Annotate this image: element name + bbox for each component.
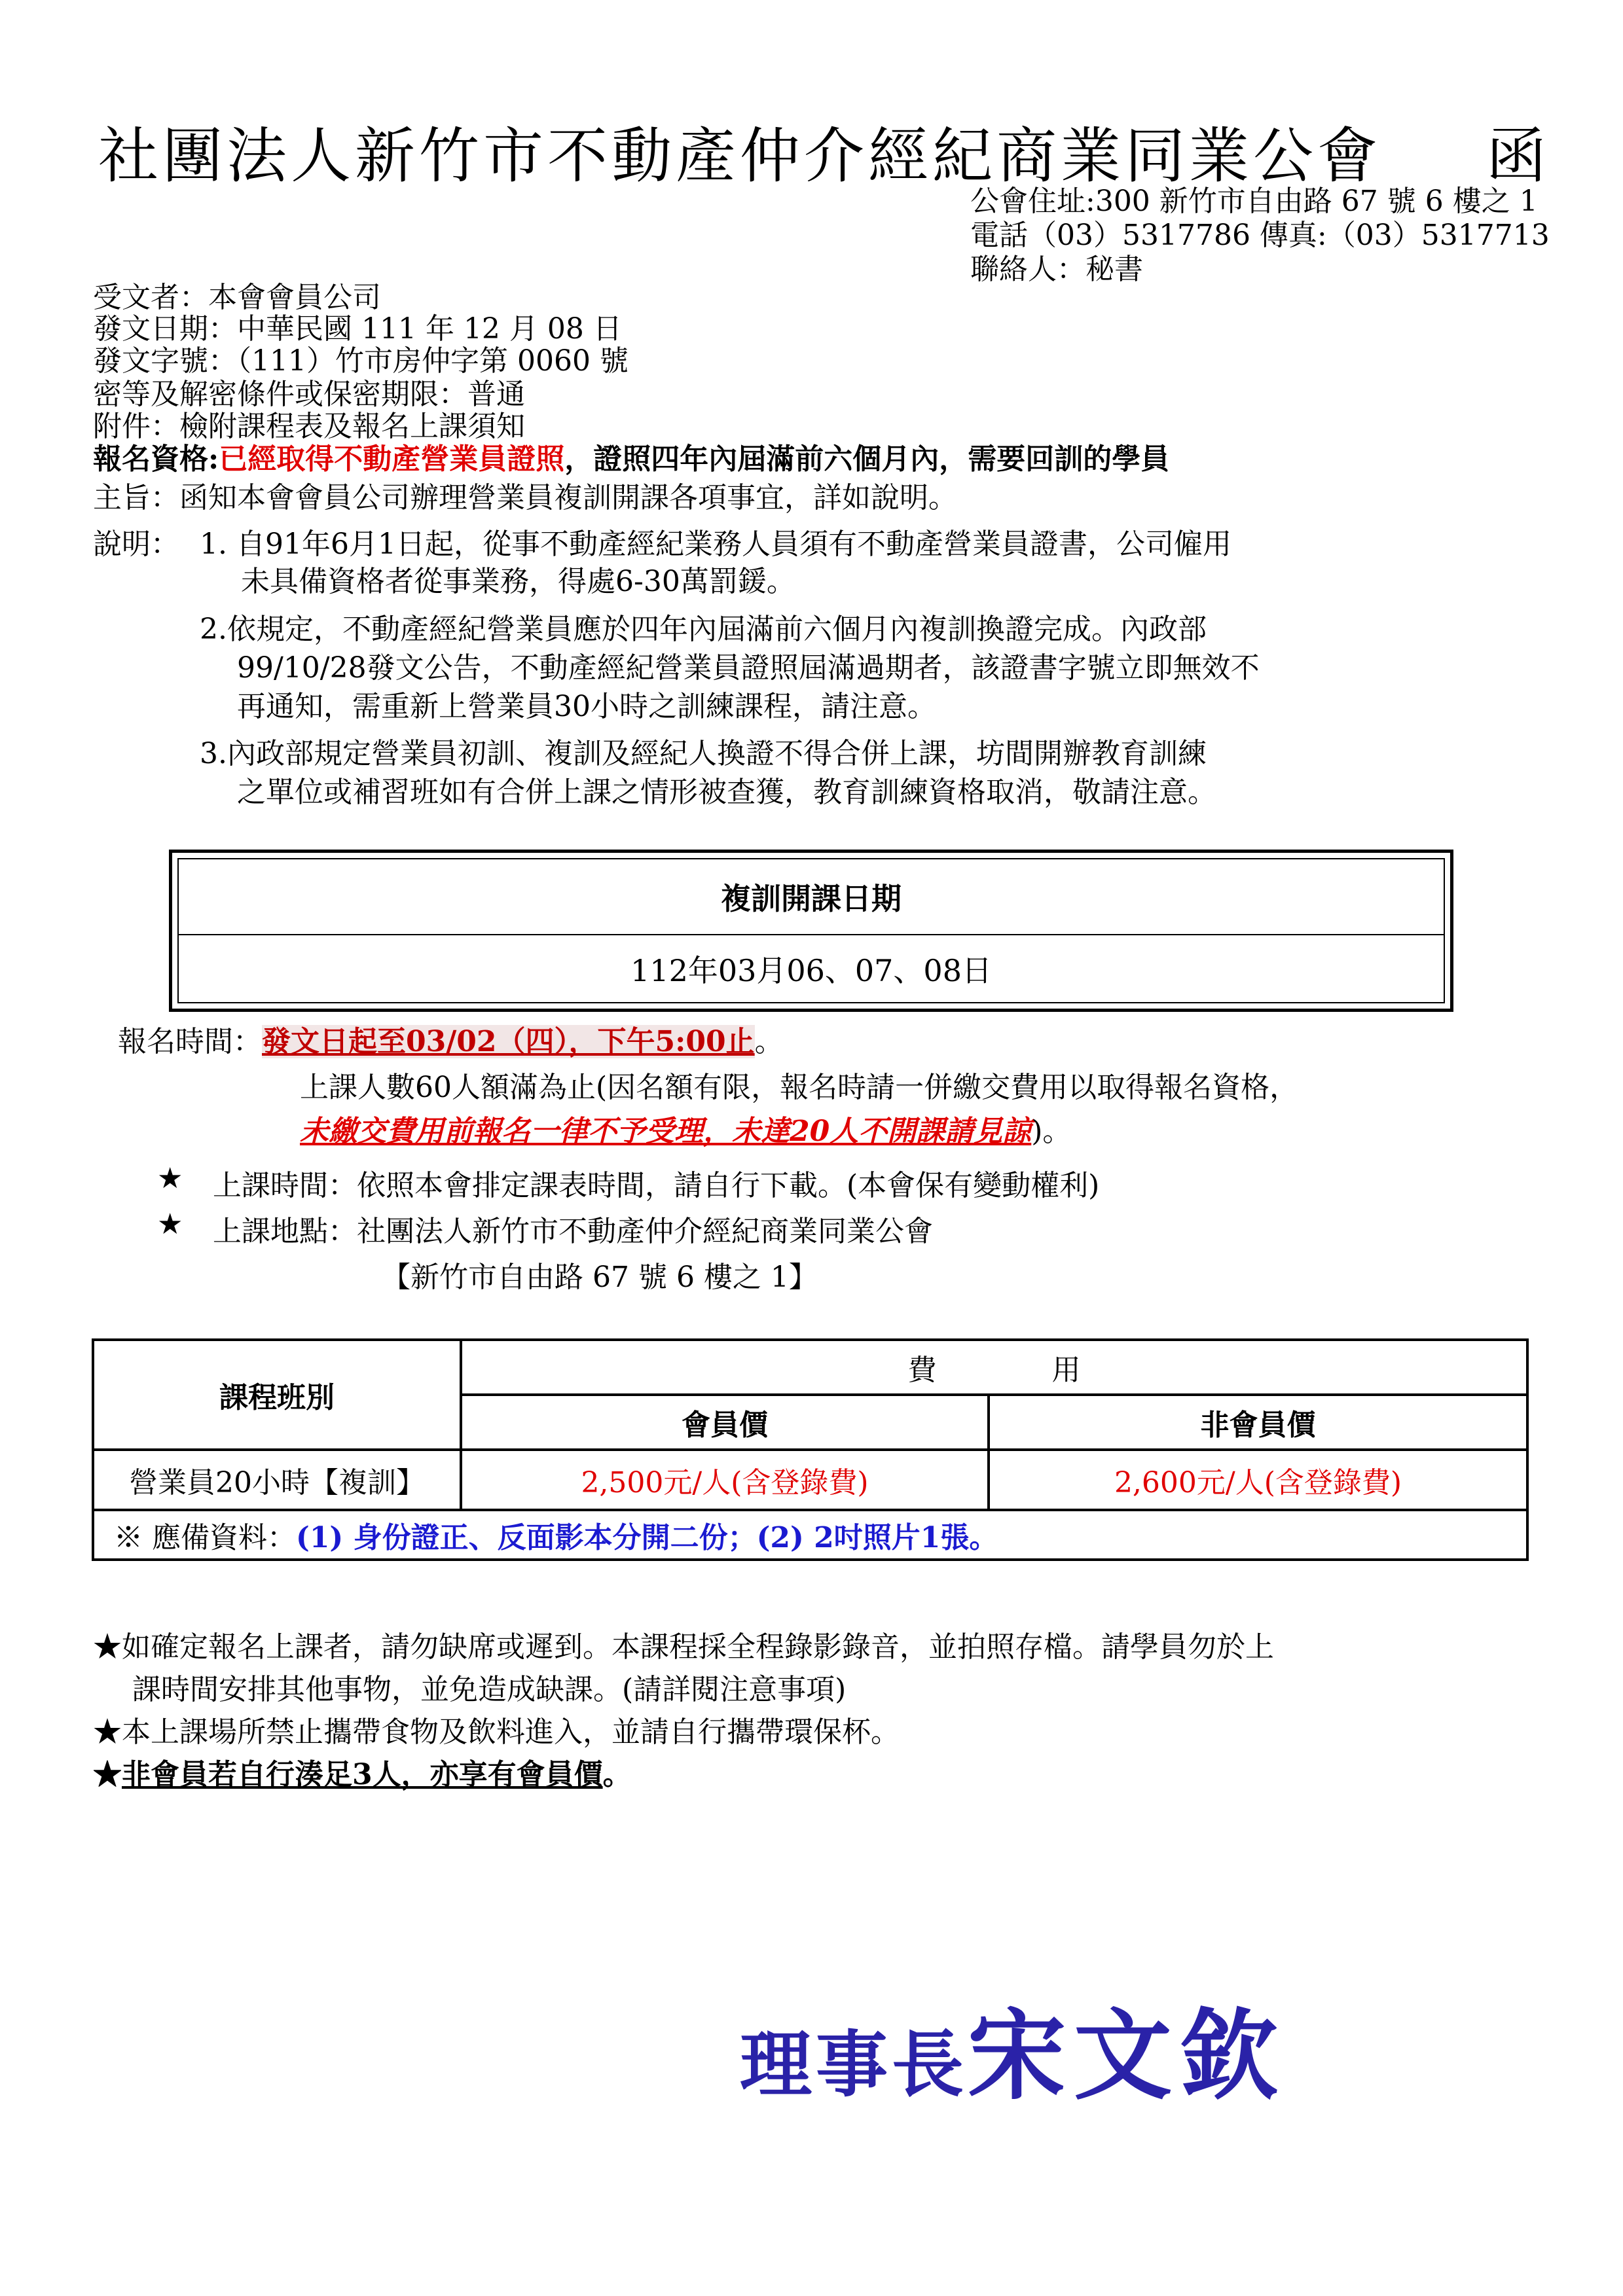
star-icon: ★ bbox=[157, 1162, 183, 1195]
fee-table bbox=[92, 1338, 1529, 1561]
class-location-address: 【新竹市自由路 67 號 6 樓之 1】 bbox=[382, 1261, 818, 1294]
note-2: ★本上課場所禁止攜帶食物及飲料進入，並請自行攜帶環保杯。 bbox=[93, 1715, 900, 1749]
class-time: 上課時間：依照本會排定課表時間，請自行下載。(本會保有變動權利) bbox=[213, 1169, 1100, 1202]
fee-col-class: 課程班別 bbox=[93, 1340, 461, 1450]
issue-date: 發文日期：中華民國 111 年 12 月 08 日 bbox=[93, 312, 622, 346]
explanation-item-3b: 之單位或補習班如有合併上課之情形被查獲，教育訓練資格取消，敬請注意。 bbox=[237, 776, 1216, 809]
subject: 主旨：函知本會會員公司辦理營業員複訓開課各項事宜，詳如說明。 bbox=[93, 481, 957, 514]
fee-row-nonmember: 2,600元/人(含登錄費) bbox=[989, 1450, 1527, 1510]
fee-docs-label: ※ 應備資料： bbox=[114, 1521, 296, 1554]
fee-docs bbox=[93, 1510, 1527, 1560]
registration-label: 報名時間： bbox=[118, 1025, 262, 1058]
org-contact: 聯絡人：秘書 bbox=[970, 253, 1143, 286]
attachment: 附件：檢附課程表及報名上課須知 bbox=[93, 410, 525, 443]
qualification-highlight: 已經取得不動產營業員證照 bbox=[219, 442, 565, 476]
explanation-item-2a: 2.依規定，不動產經紀營業員應於四年內屆滿前六個月內複訓換證完成。內政部 bbox=[200, 613, 1207, 646]
course-date-value: 112年03月06、07、08日 bbox=[630, 953, 992, 988]
org-title: 社團法人新竹市不動產仲介經紀商業同業公會 bbox=[98, 121, 1382, 191]
fee-docs-value: (1) 身份證正、反面影本分開二份；(2) 2吋照片1張。 bbox=[296, 1521, 998, 1554]
signature-title: 理事長 bbox=[740, 2022, 968, 2107]
note-3-end: 。 bbox=[602, 1758, 632, 1791]
registration-period-end: 。 bbox=[754, 1025, 784, 1058]
course-date-header: 複訓開課日期 bbox=[179, 859, 1444, 935]
note-3-text: 非會員若自行湊足3人，亦享有會員價 bbox=[122, 1758, 603, 1791]
recipient: 受文者：本會會員公司 bbox=[93, 281, 381, 314]
registration-period-value: 發文日起至03/02（四），下午5:00止 bbox=[262, 1025, 755, 1058]
security-level: 密等及解密條件或保密期限：普通 bbox=[93, 378, 525, 411]
fee-col-member: 會員價 bbox=[461, 1395, 989, 1450]
star-icon: ★ bbox=[93, 1758, 122, 1791]
explanation-item-2b: 99/10/28發文公告，不動產經紀營業員證照屆滿過期者，該證書字號立即無效不 bbox=[237, 651, 1260, 685]
registration-warning-text: 未繳交費用前報名一律不予受理，未達20人不開課請見諒 bbox=[300, 1115, 1032, 1148]
note-1a: ★如確定報名上課者，請勿缺席或遲到。本課程採全程錄影錄音，並拍照存檔。請學員勿於上 bbox=[93, 1630, 1274, 1664]
doc-type: 函 bbox=[1486, 121, 1547, 191]
explanation-item-1b: 未具備資格者從事業務，得處6-30萬罰鍰。 bbox=[241, 565, 795, 598]
registration-warning bbox=[300, 1107, 1071, 1149]
fee-col-fee: 費 用 bbox=[461, 1340, 1527, 1395]
registration-period bbox=[118, 1018, 784, 1060]
chairman-signature bbox=[740, 1977, 1286, 2118]
org-phone: 電話（03）5317786 傳真:（03）5317713 bbox=[970, 219, 1550, 252]
table-row bbox=[93, 1450, 1527, 1510]
registration-warning-end: )。 bbox=[1031, 1115, 1072, 1148]
explanation-item-2c: 再通知，需重新上營業員30小時之訓練課程，請注意。 bbox=[237, 690, 936, 723]
note-3 bbox=[93, 1751, 632, 1793]
fee-row-member: 2,500元/人(含登錄費) bbox=[461, 1450, 989, 1510]
fee-row-class: 營業員20小時【複訓】 bbox=[93, 1450, 461, 1510]
org-address: 公會住址:300 新竹市自由路 67 號 6 樓之 1 bbox=[970, 185, 1538, 218]
course-date-box bbox=[169, 850, 1453, 1012]
explanation-label: 說明： bbox=[93, 528, 179, 561]
explanation-item-1a: 1. 自91年6月1日起，從事不動產經紀業務人員須有不動產營業員證書，公司僱用 bbox=[200, 528, 1231, 561]
qualification-rest: ，證照四年內屆滿前六個月內，需要回訓的學員 bbox=[564, 442, 1170, 476]
star-icon: ★ bbox=[157, 1208, 183, 1241]
table-row bbox=[93, 1510, 1527, 1560]
qualification-label: 報名資格: bbox=[93, 442, 219, 476]
reference-number: 發文字號：（111）竹市房仲字第 0060 號 bbox=[93, 344, 629, 378]
registration-capacity: 上課人數60人額滿為止(因名額有限，報名時請一併繳交費用以取得報名資格， bbox=[300, 1071, 1299, 1104]
note-1b: 課時間安排其他事物，並免造成缺課。(請詳閱注意事項) bbox=[132, 1673, 847, 1706]
signature-name: 宋文欽 bbox=[968, 1998, 1286, 2113]
fee-col-nonmember: 非會員價 bbox=[989, 1395, 1527, 1450]
qualification bbox=[93, 442, 1169, 477]
class-location: 上課地點：社團法人新竹市不動產仲介經紀商業同業公會 bbox=[213, 1215, 933, 1248]
explanation-item-3a: 3.內政部規定營業員初訓、複訓及經紀人換證不得合併上課，坊間開辦教育訓練 bbox=[200, 737, 1207, 770]
